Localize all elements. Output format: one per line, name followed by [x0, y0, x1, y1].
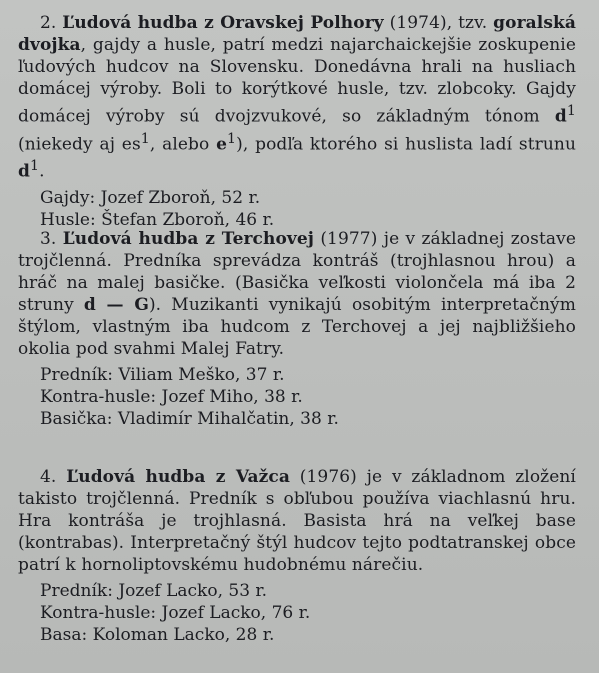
- musical-note: e: [216, 134, 228, 155]
- section-paragraph: [18, 228, 576, 360]
- section-terchova: [18, 228, 576, 430]
- credit-line: Kontra-husle: Jozef Lacko, 76 r.: [40, 603, 311, 623]
- recording-year: (1974): [389, 13, 447, 33]
- section-paragraph: [18, 12, 576, 183]
- credits-list: [40, 580, 576, 646]
- credit-line: Husle: Štefan Zboroň, 46 r.: [40, 209, 275, 230]
- paragraph-text: je v základnom zložení takisto trojčlenná. Predník s obľubou používa viachlasnú hru. Hra kontráša je trojhlasná. Basista hrá na veľkej base (kontrabas). Interpretačný štýl hudcov tejto podtatranskej obce patrí k hornoliptovskému hudobnému nárečiu.: [18, 467, 576, 575]
- musical-note: d: [554, 106, 567, 127]
- section-vazec: [18, 466, 576, 646]
- ensemble-name: Ľudová hudba z Važca: [66, 467, 290, 487]
- paragraph-text: , gajdy a husle, patrí medzi najarchaickejšie zoskupenie ľudových hudcov na Slovensku. Donedávna hrali na husliach domácej výroby. Boli to korýtkové husle, tzv. zlobcoky. Gajdy domácej výroby sú dvojzvukové, so základným tónom: [18, 35, 576, 127]
- musical-note: d: [18, 161, 30, 182]
- paragraph-text: , tzv.: [446, 13, 494, 33]
- superscript: 1: [140, 130, 150, 147]
- paragraph-text: (niekedy aj es: [18, 134, 141, 155]
- section-number: 3.: [40, 229, 57, 249]
- section-oravska-polhora: [18, 12, 576, 231]
- section-number: 4.: [40, 467, 57, 487]
- credit-line: Basička: Vladimír Mihalčatin, 38 r.: [40, 409, 339, 429]
- paragraph-text: , alebo: [149, 134, 217, 155]
- paragraph-text: .: [39, 161, 45, 182]
- superscript: 1: [227, 130, 237, 147]
- credits-list: [40, 364, 576, 430]
- credit-line: Basa: Koloman Lacko, 28 r.: [40, 625, 275, 645]
- paragraph-text: ), podľa ktorého si huslista ladí strunu: [236, 134, 577, 155]
- credit-line: Predník: Viliam Meško, 37 r.: [40, 365, 285, 385]
- ensemble-name: Ľudová hudba z Oravskej Polhory: [62, 13, 384, 33]
- credits-list: [40, 187, 576, 231]
- paragraph-text: je v základnej zostave trojčlenná. Predníka sprevádza kontráš (trojhlasnou hrou) a hráč na malej basičke. (Basička veľkosti violončela má iba 2 struny: [18, 229, 576, 315]
- credit-line: Kontra-husle: Jozef Miho, 38 r.: [40, 387, 303, 407]
- recording-year: (1977): [320, 229, 378, 249]
- emphasis-text: goralská dvojka: [18, 13, 576, 55]
- paragraph-text: ). Muzikanti vynikajú osobitým interpretačným štýlom, vlastným iba hudcom z Terchovej a jej najbližšieho okolia pod svahmi Malej Fatry.: [18, 295, 576, 359]
- musical-notes: d — G: [83, 295, 149, 315]
- section-paragraph: [18, 466, 576, 576]
- credit-line: Predník: Jozef Lacko, 53 r.: [40, 581, 268, 601]
- superscript: 1: [566, 103, 576, 119]
- recording-year: (1976): [299, 467, 357, 487]
- section-number: 2.: [40, 13, 57, 33]
- superscript: 1: [30, 158, 40, 175]
- credit-line: Gajdy: Jozef Zboroň, 52 r.: [40, 187, 261, 208]
- ensemble-name: Ľudová hudba z Terchovej: [62, 229, 315, 249]
